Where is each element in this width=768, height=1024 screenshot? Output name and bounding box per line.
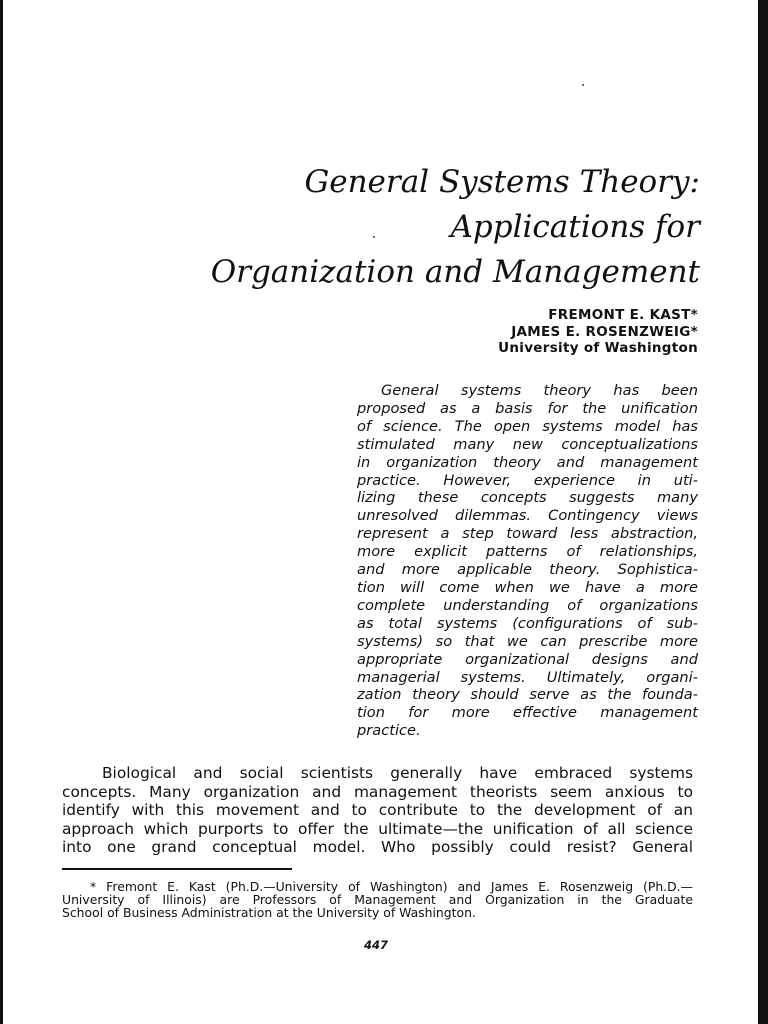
abstract-line: and more applicable theory. Sophistica- bbox=[357, 561, 698, 579]
abstract-line: tion for more effective management bbox=[357, 704, 698, 722]
abstract-line: unresolved dilemmas. Contingency views bbox=[357, 507, 698, 525]
title-line: Organization and Management bbox=[210, 254, 700, 290]
abstract-line: managerial systems. Ultimately, organi- bbox=[357, 668, 698, 686]
footnote-line: * Fremont E. Kast (Ph.D.—University of Washington) and James E. Rosenzweig (Ph.D.— bbox=[90, 879, 693, 894]
abstract-line: more explicit patterns of relationships, bbox=[357, 543, 698, 561]
abstract-line: appropriate organizational designs and bbox=[357, 650, 698, 668]
body-line: into one grand conceptual model. Who possibly could resist? General bbox=[62, 838, 693, 857]
abstract-line: practice. bbox=[357, 722, 421, 740]
abstract-line: proposed as a basis for the unification bbox=[357, 399, 698, 417]
abstract-line: as total systems (configurations of sub- bbox=[357, 614, 698, 632]
title-line: General Systems Theory: bbox=[304, 164, 700, 200]
abstract-line: tion will come when we have a more bbox=[357, 578, 698, 596]
author-line: FREMONT E. KAST* bbox=[548, 307, 698, 323]
abstract-line: represent a step toward less abstraction, bbox=[357, 525, 698, 543]
abstract-line: General systems theory has been bbox=[381, 382, 698, 399]
body-line: approach which purports to offer the ultimate—the unification of all science bbox=[62, 819, 693, 838]
footnote-line: University of Illinois) are Professors of Management and Organization in the Graduate bbox=[62, 892, 693, 908]
abstract-line: systems) so that we can prescribe more bbox=[357, 632, 698, 650]
abstract-line: of science. The open systems model has bbox=[357, 417, 698, 435]
scan-speck bbox=[582, 84, 584, 86]
footnote bbox=[62, 880, 693, 920]
author-block bbox=[400, 307, 698, 357]
scan-edge-left bbox=[0, 0, 3, 1024]
abstract-line: practice. However, experience in uti- bbox=[357, 471, 698, 489]
abstract-line: in organization theory and management bbox=[357, 453, 698, 471]
footnote-divider bbox=[62, 868, 292, 870]
article-title bbox=[200, 160, 700, 295]
body-line: concepts. Many organization and management theorists seem anxious to bbox=[62, 782, 693, 801]
scan-edge-right bbox=[758, 0, 768, 1024]
title-line: Applications for bbox=[450, 209, 700, 245]
abstract-line: zation theory should serve as the founda- bbox=[357, 686, 698, 704]
body-paragraph bbox=[62, 764, 693, 857]
page-number: 447 bbox=[363, 938, 388, 952]
abstract bbox=[357, 382, 698, 740]
abstract-line: complete understanding of organizations bbox=[357, 596, 698, 614]
abstract-line: stimulated many new conceptualizations bbox=[357, 435, 698, 453]
affiliation-line: University of Washington bbox=[498, 340, 698, 356]
author-line: JAMES E. ROSENZWEIG* bbox=[511, 323, 698, 340]
body-line: identify with this movement and to contribute to the development of an bbox=[62, 801, 693, 820]
abstract-line: lizing these concepts suggests many bbox=[357, 489, 698, 507]
body-line: Biological and social scientists generally have embraced systems bbox=[102, 764, 693, 782]
footnote-line: School of Business Administration at the University of Washington. bbox=[62, 905, 476, 921]
